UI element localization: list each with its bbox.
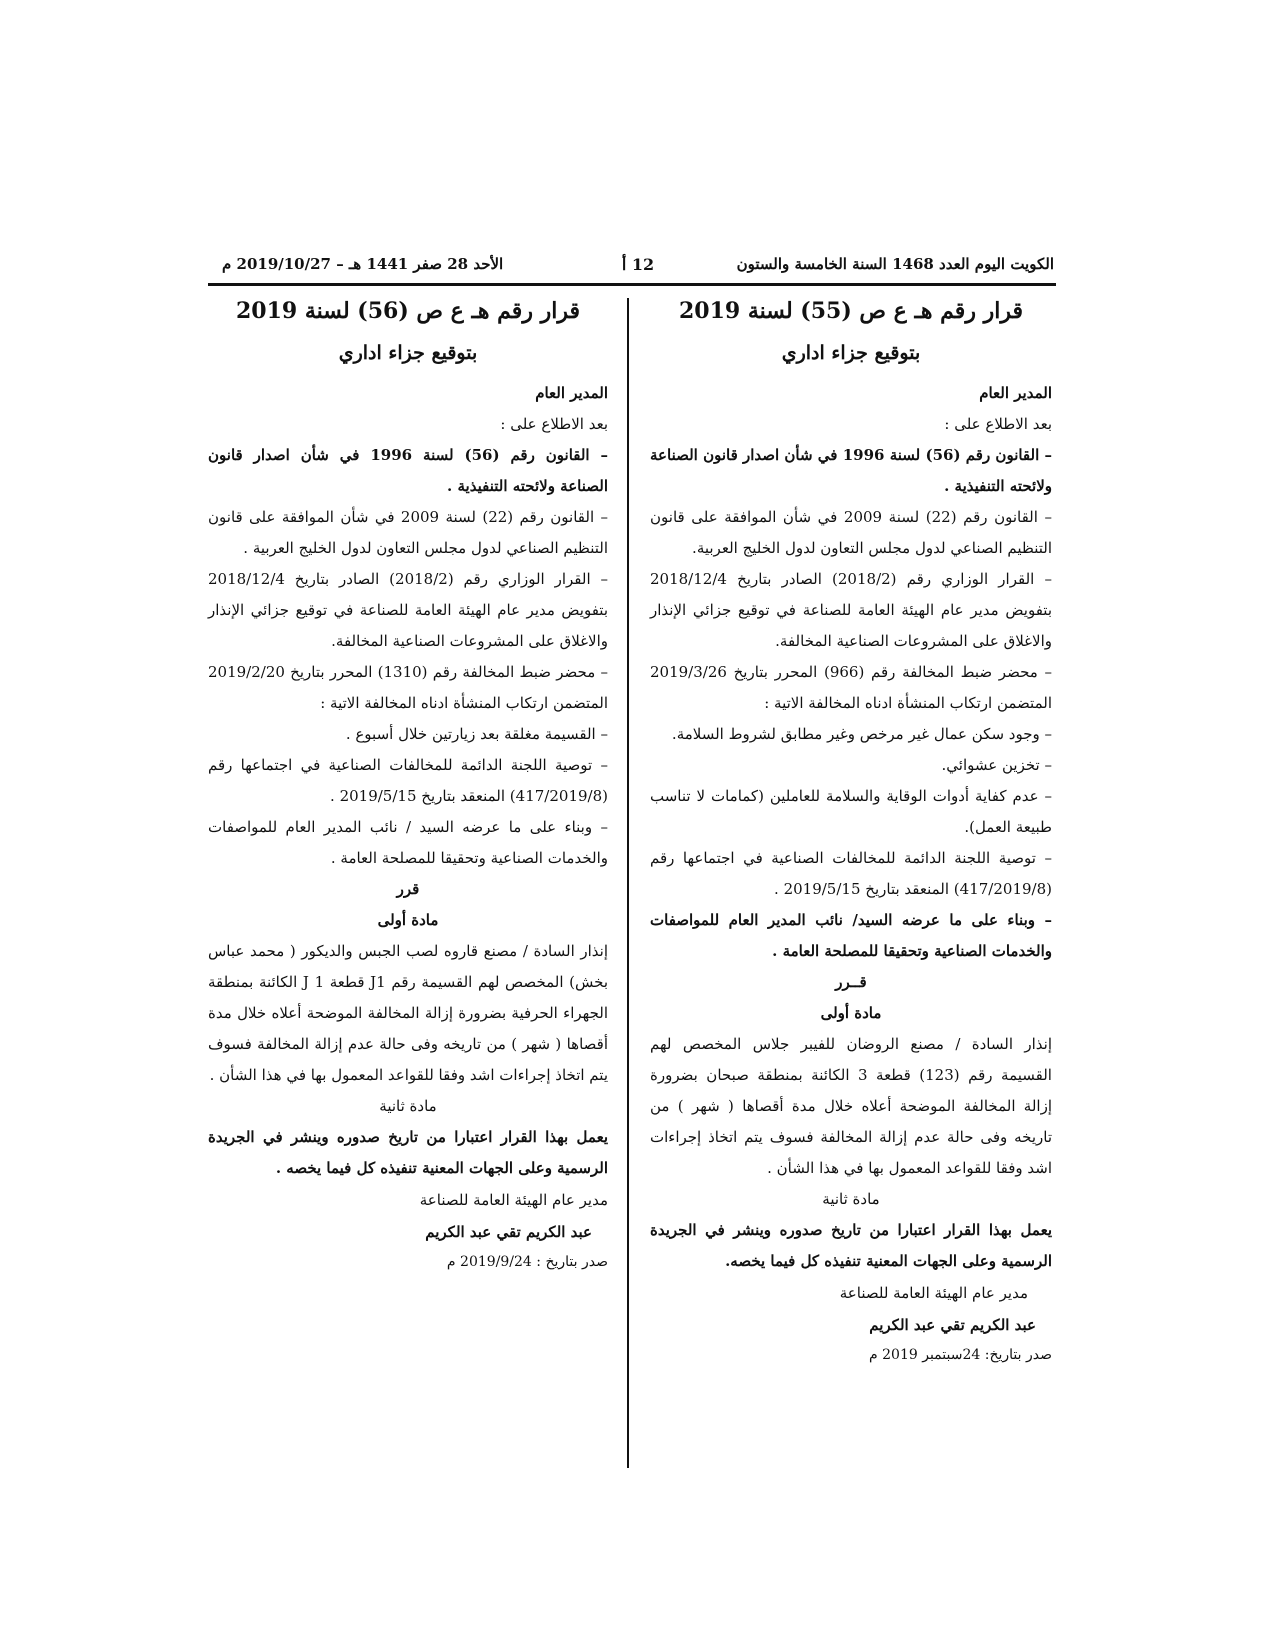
signer-name: عبد الكريم تقي عبد الكريم — [869, 1316, 1036, 1334]
violation-item: – القسيمة مغلقة بعد زيارتين خلال أسبوع . — [345, 725, 608, 743]
decision-title: قرار رقم هـ ع ص (56) لسنة 2019 — [235, 298, 580, 324]
violation-item: – عدم كفاية أدوات الوقاية والسلامة للعاملين (كمامات لا تناسب طبيعة العمل). — [650, 787, 1052, 836]
column-divider — [627, 298, 629, 1468]
article-2-text: يعمل بهذا القرار اعتبارا من تاريخ صدوره وينشر في الجريدة الرسمية وعلى الجهات المعنية تنفيذه كل فيما يخصه. — [650, 1221, 1052, 1270]
signer-title: مدير عام الهيئة العامة للصناعة — [839, 1284, 1028, 1302]
issue-date: صدر بتاريخ : 2019/9/24 م — [446, 1254, 608, 1270]
after-review-label: بعد الاطلاع على : — [944, 415, 1052, 433]
decided-heading: قــرر — [835, 973, 867, 991]
clause-based-on: – وبناء على ما عرضه السيد/ نائب المدير العام للمواصفات والخدمات الصناعية وتحقيقا للمصلحة العامة . — [650, 911, 1052, 960]
page-header — [222, 255, 1054, 281]
director-label: المدير العام — [979, 384, 1052, 402]
article-1-text: إنذار السادة / مصنع قاروه لصب الجبس والديكور ( محمد عباس بخش) المخصص لهم القسيمة رقم J1 قطعة 1 J الكائنة بمنطقة الجهراء الحرفية بضرورة إزالة المخالفة الموضحة أعلاه خلال مدة أقصاها ( شهر ) من تاريخه وفى حالة عدم إزالة المخالفة فسوف يتم اتخاذ إجراءات اشد وفقا للقواعد المعمول بها في هذا الشأن . — [208, 942, 609, 1084]
decision-title: قرار رقم هـ ع ص (55) لسنة 2019 — [678, 298, 1023, 324]
article-2-heading: مادة ثانية — [379, 1097, 437, 1115]
clause-committee-recommendation: – توصية اللجنة الدائمة للمخالفات الصناعية في اجتماعها رقم (417/2019/8) المنعقد بتاريخ 2019/5/15 . — [208, 756, 608, 805]
decision-subtitle: بتوقيع جزاء اداري — [781, 342, 921, 364]
article-2-text: يعمل بهذا القرار اعتبارا من تاريخ صدوره وينشر في الجريدة الرسمية وعلى الجهات المعنية تنفيذه كل فيما يخصه . — [208, 1128, 608, 1177]
clause-ministerial-decision: – القرار الوزاري رقم (2018/2) الصادر بتاريخ 2018/12/4 بتفويض مدير عام الهيئة العامة للصناعة في توقيع جزائي الإنذار والاغلاق على المشروعات الصناعية المخالفة. — [208, 570, 609, 650]
clause-violation-report: – محضر ضبط المخالفة رقم (1310) المحرر بتاريخ 2019/2/20 المتضمن ارتكاب المنشأة ادناه المخالفة الاتية : — [208, 663, 608, 712]
clause-law-22: – القانون رقم (22) لسنة 2009 في شأن الموافقة على قانون التنظيم الصناعي لدول مجلس التعاون لدول الخليج العربية. — [650, 508, 1052, 557]
header-date: الأحد 28 صفر 1441 هـ – 2019/10/27 م — [222, 255, 504, 273]
decision-subtitle: بتوقيع جزاء اداري — [338, 342, 478, 364]
article-2-heading: مادة ثانية — [822, 1190, 880, 1208]
violation-item: – تخزين عشوائي. — [941, 756, 1052, 774]
clause-ministerial-decision: – القرار الوزاري رقم (2018/2) الصادر بتاريخ 2018/12/4 بتفويض مدير عام الهيئة العامة للصناعة في توقيع جزائي الإنذار والاغلاق على المشروعات الصناعية المخالفة. — [650, 570, 1052, 650]
header-issue-info: الكويت اليوم العدد 1468 السنة الخامسة والستون — [736, 255, 1054, 273]
issue-date: صدر بتاريخ: 24سبتمبر 2019 م — [869, 1347, 1052, 1363]
clause-law-56: – القانون رقم (56) لسنة 1996 في شأن اصدار قانون الصناعة ولائحته التنفيذية . — [208, 446, 609, 495]
article-1-heading: مادة أولى — [820, 1004, 882, 1022]
article-1-text: إنذار السادة / مصنع الروضان للفيبر جلاس المخصص لهم القسيمة رقم (123) قطعة 3 الكائنة بمنطقة صبحان بضرورة إزالة المخالفة الموضحة أعلاه خلال مدة أقصاها ( شهر ) من تاريخه وفى حالة عدم إزالة المخالفة فسوف يتم اتخاذ إجراءات اشد وفقا للقواعد المعمول بها في هذا الشأن . — [650, 1035, 1052, 1177]
clause-law-22: – القانون رقم (22) لسنة 2009 في شأن الموافقة على قانون التنظيم الصناعي لدول مجلس التعاون لدول الخليج العربية . — [208, 508, 608, 557]
clause-law-56: – القانون رقم (56) لسنة 1996 في شأن اصدار قانون الصناعة ولائحته التنفيذية . — [650, 446, 1052, 495]
decided-heading: قرر — [396, 880, 420, 898]
decision-55-column — [650, 296, 1052, 1369]
signer-name: عبد الكريم تقي عبد الكريم — [425, 1223, 592, 1241]
violation-item: – وجود سكن عمال غير مرخص وغير مطابق لشروط السلامة. — [671, 725, 1052, 743]
header-page-number: 12 أ — [621, 255, 655, 274]
clause-committee-recommendation: – توصية اللجنة الدائمة للمخالفات الصناعية في اجتماعها رقم (417/2019/8) المنعقد بتاريخ 2019/5/15 . — [650, 849, 1052, 898]
signer-title: مدير عام الهيئة العامة للصناعة — [419, 1191, 608, 1209]
article-1-heading: مادة أولى — [377, 911, 439, 929]
clause-violation-report: – محضر ضبط المخالفة رقم (966) المحرر بتاريخ 2019/3/26 المتضمن ارتكاب المنشأة ادناه المخالفة الاتية : — [650, 663, 1052, 712]
decision-56-column — [208, 296, 608, 1276]
clause-based-on: – وبناء على ما عرضه السيد / نائب المدير العام للمواصفات والخدمات الصناعية وتحقيقا للمصلحة العامة . — [208, 818, 608, 867]
director-label: المدير العام — [535, 384, 608, 402]
header-rule — [208, 283, 1056, 286]
after-review-label: بعد الاطلاع على : — [500, 415, 608, 433]
